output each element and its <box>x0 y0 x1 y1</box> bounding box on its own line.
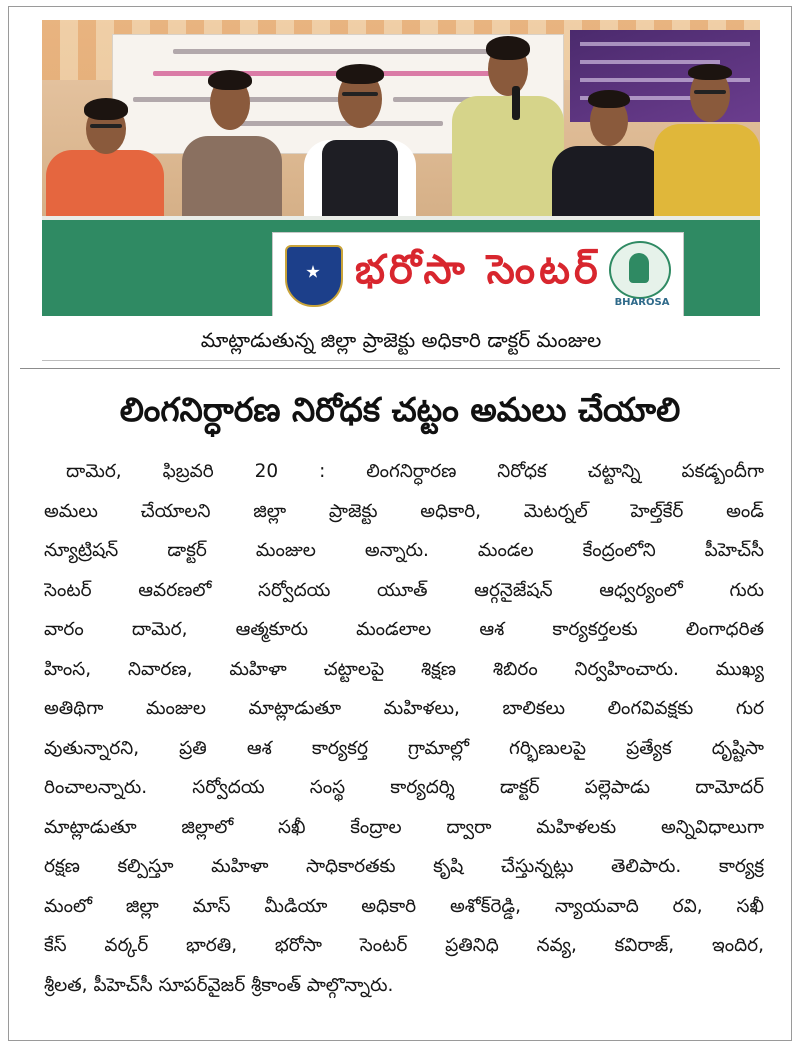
article-line: న్యూట్రిషన్ డాక్టర్ మంజుల అన్నారు. మండల కేంద్రంలోని పీహెచ్‌సీ <box>44 540 764 561</box>
article-line: వుతున్నారని, ప్రతి ఆశ కార్యకర్త గ్రామాల్లో గర్భిణులపై ప్రత్యేక దృష్టిసా <box>44 737 764 759</box>
article-line: కేస్ వర్కర్ భారతి, భరోసా సెంటర్ ప్రతినిధి నవ్య, కవిరాజ్, ఇందిర, <box>44 935 764 956</box>
microphone-icon <box>512 86 520 120</box>
photo-caption: మాట్లాడుతున్న జిల్లా ప్రాజెక్టు అధికారి డాక్టర్ మంజుల <box>42 320 760 361</box>
article-line: దామెర, ఫిబ్రవరి 20 : లింగనిర్ధారణ నిరోధక చట్టాన్ని పకడ్బందీగా <box>66 461 764 482</box>
article-line: మాట్లాడుతూ జిల్లాలో సఖీ కేంద్రాల ద్వారా మహిళలకు అన్నివిధాలుగా <box>44 816 764 838</box>
banner-title: భరోసా సెంటర్ <box>355 247 602 293</box>
article-line: శ్రీలత, పీహెచ్‌సీ సూపర్‌వైజర్ శ్రీకాంత్ పాల్గొన్నారు. <box>44 974 394 996</box>
article-line: రించాలన్నారు. సర్వోదయ సంస్థ కార్యదర్శి డాక్టర్ పల్లెపాడు దామోదర్ <box>44 777 764 798</box>
frame-border-left <box>8 6 9 1041</box>
police-badge-icon <box>285 245 343 307</box>
article-headline: లింగనిర్ధారణ నిరోధక చట్టం అమలు చేయాలి <box>119 390 681 429</box>
article-line: అమలు చేయాలని జిల్లా ప్రాజెక్టు అధికారి, మెటర్నల్ హెల్త్‌కేర్ అండ్ <box>44 500 764 522</box>
article-line: మంలో జిల్లా మాస్ మీడియా అధికారి అశోక్‌రెడ్డి, న్యాయవాది రవి, సఖీ <box>44 895 764 917</box>
news-photo <box>42 20 760 316</box>
article-body <box>44 452 764 1005</box>
bharosa-center-banner <box>272 232 684 316</box>
article-line: హింస, నివారణ, మహిళా చట్టాలపై శిక్షణ శిబిరం నిర్వహించారు. ముఖ్య <box>44 658 764 680</box>
section-divider <box>20 368 780 369</box>
banner-logo-text: BHAROSA <box>614 297 670 308</box>
frame-border-right <box>791 6 792 1041</box>
article-line: రక్షణ కల్పిస్తూ మహిళా సాధికారతకు కృషి చేస్తున్నట్లు తెలిపారు. కార్యక్ర <box>44 856 764 877</box>
bharosa-hand-logo-icon <box>609 241 671 299</box>
article-line: సెంటర్ ఆవరణలో సర్వోదయ యూత్ ఆర్గనైజేషన్ ఆధ్వర్యంలో గురు <box>44 579 764 601</box>
article-line: వారం దామెర, ఆత్మకూరు మండలాల ఆశ కార్యకర్తలకు లింగాధరిత <box>44 619 764 640</box>
frame-border-top <box>8 6 792 7</box>
frame-border-bottom <box>8 1040 792 1041</box>
article-line: అతిథిగా మంజుల మాట్లాడుతూ మహిళలు, బాలికలు లింగవివక్షకు గుర <box>44 698 764 719</box>
